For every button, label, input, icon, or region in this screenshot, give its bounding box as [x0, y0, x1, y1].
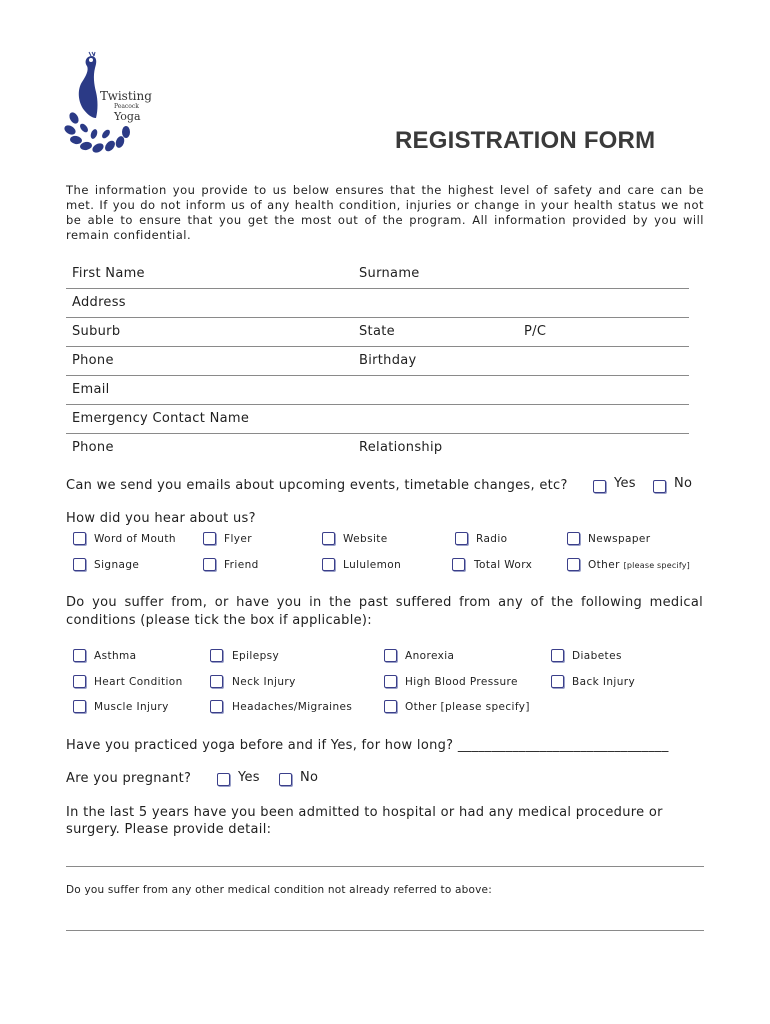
medical-neck-checkbox[interactable]	[210, 675, 223, 688]
hear-friend-checkbox[interactable]	[203, 558, 216, 571]
hear-word-of-mouth-label: Word of Mouth	[94, 533, 176, 545]
suburb-field[interactable]: Suburb	[72, 324, 121, 339]
medical-headaches-label: Headaches/Migraines	[232, 701, 353, 713]
medical-asthma-label: Asthma	[94, 650, 137, 662]
hear-radio-label: Radio	[476, 533, 508, 545]
emergency-contact-field[interactable]: Emergency Contact Name	[72, 411, 250, 426]
hospital-question: In the last 5 years have you been admitted to hospital or had any medical procedure or surgery. Please provide detail:	[66, 805, 663, 837]
row-phone	[66, 347, 689, 376]
hear-lululemon-checkbox[interactable]	[322, 558, 335, 571]
row-suburb	[66, 318, 689, 347]
row-emergency	[66, 405, 689, 434]
hear-flyer-label: Flyer	[224, 533, 252, 545]
hear-word-of-mouth-checkbox[interactable]	[73, 532, 86, 545]
hear-question: How did you hear about us?	[66, 511, 256, 526]
emails-yes-checkbox[interactable]	[593, 480, 606, 493]
emergency-phone-field[interactable]: Phone	[72, 440, 114, 455]
medical-neck-label: Neck Injury	[232, 676, 296, 688]
postcode-field[interactable]: P/C	[524, 324, 547, 339]
hear-newspaper-checkbox[interactable]	[567, 532, 580, 545]
hear-radio-checkbox[interactable]	[455, 532, 468, 545]
hear-total-worx-label: Total Worx	[474, 559, 533, 571]
intro-text: The information you provide to us below ensures that the highest level of safety and care can be met. If you do not inform us of any health condition, injuries or change in your health status we not be able to ensure that you get the most out of the program. All information provided by you will remain confidential.	[66, 183, 704, 242]
email-field[interactable]: Email	[72, 382, 110, 397]
other-condition-answer-line[interactable]	[66, 930, 704, 931]
medical-anorexia-checkbox[interactable]	[384, 649, 397, 662]
emails-no-label: No	[674, 476, 693, 491]
hear-signage-label: Signage	[94, 559, 140, 571]
hear-total-worx-checkbox[interactable]	[452, 558, 465, 571]
pregnant-no-checkbox[interactable]	[279, 773, 292, 786]
medical-heart-checkbox[interactable]	[73, 675, 86, 688]
medical-muscle-checkbox[interactable]	[73, 700, 86, 713]
personal-details	[66, 260, 689, 462]
medical-other-checkbox[interactable]	[384, 700, 397, 713]
medical-blood-pressure-label: High Blood Pressure	[405, 676, 518, 688]
medical-diabetes-checkbox[interactable]	[551, 649, 564, 662]
hear-newspaper-label: Newspaper	[588, 533, 651, 545]
hear-friend-label: Friend	[224, 559, 259, 571]
hear-flyer-checkbox[interactable]	[203, 532, 216, 545]
medical-blood-pressure-checkbox[interactable]	[384, 675, 397, 688]
row-email	[66, 376, 689, 405]
row-emergency-phone	[66, 434, 689, 462]
medical-heart-label: Heart Condition	[94, 676, 183, 688]
logo-line2: Peacock	[114, 103, 139, 110]
medical-epilepsy-checkbox[interactable]	[210, 649, 223, 662]
medical-back-checkbox[interactable]	[551, 675, 564, 688]
pregnant-no-label: No	[300, 770, 319, 785]
yoga-question[interactable]: Have you practiced yoga before and if Yes, for how long? _______________________________	[66, 738, 669, 753]
hear-other-checkbox[interactable]	[567, 558, 580, 571]
medical-other-label: Other [please specify]	[405, 701, 530, 713]
address-field[interactable]: Address	[72, 295, 126, 310]
medical-question: Do you suffer from, or have you in the past suffered from any of the following medical conditions (please tick the box if applicable):	[66, 595, 703, 628]
hear-lululemon-label: Lululemon	[343, 559, 402, 571]
medical-muscle-label: Muscle Injury	[94, 701, 169, 713]
logo	[62, 48, 162, 158]
hospital-answer-line[interactable]	[66, 866, 704, 867]
pregnant-question: Are you pregnant?	[66, 771, 192, 786]
medical-back-label: Back Injury	[572, 676, 636, 688]
relationship-field[interactable]: Relationship	[359, 440, 443, 455]
hear-website-label: Website	[343, 533, 388, 545]
hear-other-text: Other	[588, 559, 620, 571]
logo-line1: Twisting	[100, 89, 152, 103]
hear-other-label	[588, 559, 690, 571]
hear-signage-checkbox[interactable]	[73, 558, 86, 571]
peacock-logo-icon	[62, 48, 162, 158]
hear-website-checkbox[interactable]	[322, 532, 335, 545]
hear-other-note: [please specify]	[623, 561, 690, 570]
row-name	[66, 260, 689, 289]
surname-field[interactable]: Surname	[359, 266, 420, 281]
emails-yes-label: Yes	[614, 476, 636, 491]
phone-field[interactable]: Phone	[72, 353, 114, 368]
state-field[interactable]: State	[359, 324, 395, 339]
medical-epilepsy-label: Epilepsy	[232, 650, 280, 662]
birthday-field[interactable]: Birthday	[359, 353, 417, 368]
pregnant-yes-checkbox[interactable]	[217, 773, 230, 786]
row-address	[66, 289, 689, 318]
medical-headaches-checkbox[interactable]	[210, 700, 223, 713]
other-condition-question: Do you suffer from any other medical condition not already referred to above:	[66, 884, 492, 896]
medical-asthma-checkbox[interactable]	[73, 649, 86, 662]
medical-anorexia-label: Anorexia	[405, 650, 455, 662]
first-name-field[interactable]: First Name	[72, 266, 145, 281]
medical-diabetes-label: Diabetes	[572, 650, 622, 662]
logo-line3: Yoga	[114, 110, 141, 123]
page-title: REGISTRATION FORM	[395, 127, 656, 154]
emails-question: Can we send you emails about upcoming events, timetable changes, etc?	[66, 478, 568, 493]
emails-no-checkbox[interactable]	[653, 480, 666, 493]
pregnant-yes-label: Yes	[238, 770, 260, 785]
